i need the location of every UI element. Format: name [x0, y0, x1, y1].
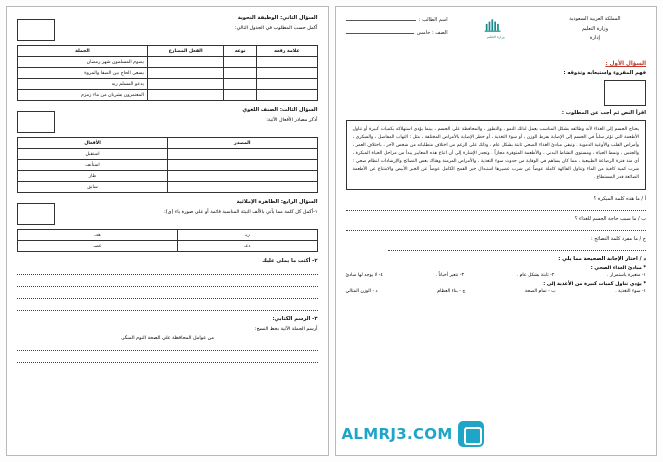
question-4-table [17, 229, 318, 252]
passage-instruction: اقرأ النص ثم أجب عن المطلوب : [561, 110, 646, 116]
q2-r1-verb[interactable] [147, 57, 223, 68]
q2-r3-verb[interactable] [147, 79, 223, 90]
table-header-row [18, 138, 318, 149]
student-name-field[interactable] [346, 15, 448, 23]
ministry-line-3: إدارة [589, 35, 600, 41]
handwriting-line-2[interactable] [17, 356, 318, 363]
q2-r2-verb[interactable] [147, 68, 223, 79]
passage-text: يحتاج الجسم إلى الغذاء لأنه وظائفه بشكل المناسب يعمل لذلك النمو ، والتطور ، والمحافظة على الجسم ، بينما يؤدي استهلاكه بكميات كبيرة أو تناول الأطعمة التي تؤثر سلباً في الجسم إلى الإصابة بفرط الوزن ، أو سوء التغذية ، أو خطر الإصابة بالأمراض المختلفة ، مثل : التهاب المفاصل ، والسكري ، وأمراض القلب والأوعية الدموية . وتبقى مبادئ الغذاء الصحي ثابتة بشكل عام ، وذلك على الرغم من اختلاف متطلباته من شخص لآخر ، باختلاف العمر ، والجنس ، ونمط الحياة ، ومستوى النشاط البدني ، والأطعمة المتوفرة مجازاً . وتجدر الإشارة إلى أن اتباع هذه المعايير يبدأ من مراحل الحياة المبكرة ، أي منذ فترة الرضاعة الطبيعية ، مما كان يساهم في الوقاية من حدوث سوء التغذية ، والأمراض المزمنة وهناك بعض النصائح والإرشادات لنظام صحي : شرب كمية كافية من الماء وتناول الفاكهة كاملة عوضاً عن شرب عصيرها استبدال خبز القمح الكامل عوضاً عن الخبز الأبيض والامتناع عن الأطعمة الضائعة قدر المستطاع . [352, 127, 639, 181]
question-4-title: السؤال الرابع: الظاهرة الإملائية [236, 199, 318, 205]
q3-col-source: المصدر [168, 138, 317, 149]
q4-r2-c2[interactable]: عصـ [18, 241, 178, 252]
mc-item-2-stem: * يؤدي تناول كميات كبيرة من الأغذية إلى : [543, 281, 646, 288]
ministry-logo [457, 15, 535, 39]
q3-col-verbs: الأفعال [18, 138, 168, 149]
ministry-line-2: وزارة التعليم [581, 25, 608, 32]
q3-r1-source[interactable] [168, 149, 317, 160]
answer-line-1c[interactable] [388, 244, 646, 251]
question-2-instruction: أكمل حسب المطلوب في الجدول التالي: [234, 25, 318, 31]
q3-r3-source[interactable] [168, 171, 317, 182]
table-row [18, 68, 318, 79]
worksheet-page-1 [335, 6, 658, 456]
question-6-instruction: أرسم الجملة الآتية بخط النسخ: [254, 326, 318, 332]
question-6-block [17, 316, 318, 363]
question-2-score-box[interactable] [17, 19, 55, 41]
q2-r3-type[interactable] [224, 79, 257, 90]
dictation-line-3[interactable] [17, 292, 318, 299]
watermark-logo-icon [458, 421, 484, 447]
mc-1-option-2[interactable]: ٢- ثابتة بشكل عام . [516, 273, 555, 279]
q3-r3-verb: طار [18, 171, 168, 182]
q4-r1-c1[interactable]: ربـ [178, 230, 317, 241]
reading-passage [346, 120, 647, 190]
table-header-row [18, 46, 318, 57]
q4-r1-c2[interactable]: هدـ [18, 230, 178, 241]
question-4-block [17, 199, 318, 229]
question-3-table [17, 137, 318, 193]
table-row [18, 149, 318, 160]
q2-r2-type[interactable] [224, 68, 257, 79]
question-3-block [17, 107, 318, 137]
table-row [18, 182, 318, 193]
answer-line-1b[interactable] [346, 224, 647, 231]
answer-line-1a[interactable] [346, 204, 647, 211]
question-5-block [17, 258, 318, 311]
mc-item-1-stem: * مبادئ الغذاء الصحي : [590, 265, 646, 272]
page1-header [346, 15, 647, 61]
table-row [18, 241, 318, 252]
mc-1-option-4[interactable]: ٤- لا يوجد لها مبادئ [345, 273, 383, 279]
student-name-blank[interactable] [346, 15, 416, 21]
question-2-block [17, 15, 318, 45]
question-4-instruction: ١-أكمل كل كلمة مما يأتي بالألف النيئة المناسبة قائمة أو على صورة ياء (ى): [164, 209, 318, 215]
q2-r1-sentence: يصوم المسلمون شهر رمضان [18, 57, 148, 68]
mc-2-option-3[interactable]: ج - بناء العظام [437, 289, 466, 295]
question-1-block [346, 61, 647, 294]
student-class-field[interactable] [346, 28, 448, 36]
question-1c: ج / ما مفرد كلمة النصائح : [590, 236, 646, 243]
table-row [18, 171, 318, 182]
dictation-line-1[interactable] [17, 268, 318, 275]
student-name-label: اسم الطالب : [418, 17, 448, 23]
q2-col-sentence: الجملة [18, 46, 148, 57]
question-2-title: السؤال الثاني: الوظيفة النحوية [237, 15, 318, 21]
logo-caption: وزارة التعليم [486, 35, 505, 39]
question-3-title: السؤال الثالث: الصنف اللغوي [242, 107, 318, 113]
table-row [18, 160, 318, 171]
q2-r3-mark[interactable] [257, 79, 317, 90]
mc-item-1-options [346, 273, 647, 278]
question-3-instruction: أذكر مصادر الأفعال الآتية: [266, 117, 318, 123]
mc-2-option-2[interactable]: ب - تمام الصحة [524, 289, 556, 295]
q2-col-mark: علامة رفعه [257, 46, 317, 57]
mc-instruction: د / اختار الإجابة الصحيحة مما يلي : [558, 256, 646, 263]
q3-r4-source[interactable] [168, 182, 317, 193]
mc-item-2-options [346, 289, 647, 294]
question-1-title: السؤال الأول : [605, 61, 646, 67]
q3-r2-source[interactable] [168, 160, 317, 171]
q3-r2-verb: استأنف [18, 160, 168, 171]
dictation-line-4[interactable] [17, 304, 318, 311]
logo-icon [479, 17, 513, 33]
q2-r3-sentence: يدعو المسلم ربه [18, 79, 148, 90]
question-1a: أ / ما هذه كلمة المبكرة ؟ [593, 196, 646, 203]
dictation-line-2[interactable] [17, 280, 318, 287]
q2-r4-type[interactable] [224, 90, 257, 101]
q3-r1-verb: استقبل [18, 149, 168, 160]
mc-item-2 [346, 281, 647, 294]
handwriting-line-1[interactable] [17, 344, 318, 351]
q2-r1-type[interactable] [224, 57, 257, 68]
question-4-score-box[interactable] [17, 203, 55, 225]
worksheet-page-2 [6, 6, 329, 456]
table-row [18, 230, 318, 241]
ministry-block [544, 15, 646, 44]
table-row [18, 90, 318, 101]
mc-item-1 [346, 265, 647, 278]
q2-col-verb: الفعل المضارع [147, 46, 223, 57]
question-3-score-box[interactable] [17, 111, 55, 133]
question-6-sentence: من عوامل المحافظة على الصحة النوم المبكر. [120, 335, 215, 341]
question-1-subtitle: فهم المقروء واستيعابه وتذوقه : [563, 70, 646, 76]
q2-r4-sentence: المعتمرون يشربان من ماء زمزم [18, 90, 148, 101]
student-fields [346, 15, 448, 41]
question-6-title: ٣- الرسم الكتابي: [272, 316, 318, 322]
student-class-blank[interactable] [346, 28, 414, 34]
question-2-table [17, 45, 318, 101]
table-row [18, 57, 318, 68]
mc-1-option-1[interactable]: ١- متغيرة باستمرار . [607, 273, 646, 279]
mc-2-option-1[interactable]: ١- سوء التغذية . [615, 289, 646, 295]
q2-r2-mark[interactable] [257, 68, 317, 79]
mc-1-option-3[interactable]: ٣- تتغير أحياناً . [435, 273, 464, 279]
ministry-line-1: المملكة العربية السعودية [569, 16, 621, 22]
question-5-title: ٢- أكتب ما يملى عليك [261, 258, 318, 264]
question-1-score-box[interactable] [604, 80, 646, 106]
q2-r4-mark[interactable] [257, 90, 317, 101]
q2-r4-verb[interactable] [147, 90, 223, 101]
student-class-label: الصف : خامس [416, 30, 448, 36]
q4-r2-c1[interactable]: دعـ [178, 241, 317, 252]
table-row [18, 79, 318, 90]
q2-r1-mark[interactable] [257, 57, 317, 68]
q2-col-type: نوعه [224, 46, 257, 57]
q3-r4-verb: سابق [18, 182, 168, 193]
question-1b: ب / ما سبب حاجة الجسم للغذاء ؟ [574, 216, 646, 223]
watermark-text: ALMRJ3.COM [341, 425, 453, 443]
mc-2-option-4[interactable]: د - الوزن المثالي [345, 289, 378, 295]
site-watermark [342, 421, 484, 447]
q2-r2-sentence: يسعى الحاج بين الصفا والمروة [18, 68, 148, 79]
